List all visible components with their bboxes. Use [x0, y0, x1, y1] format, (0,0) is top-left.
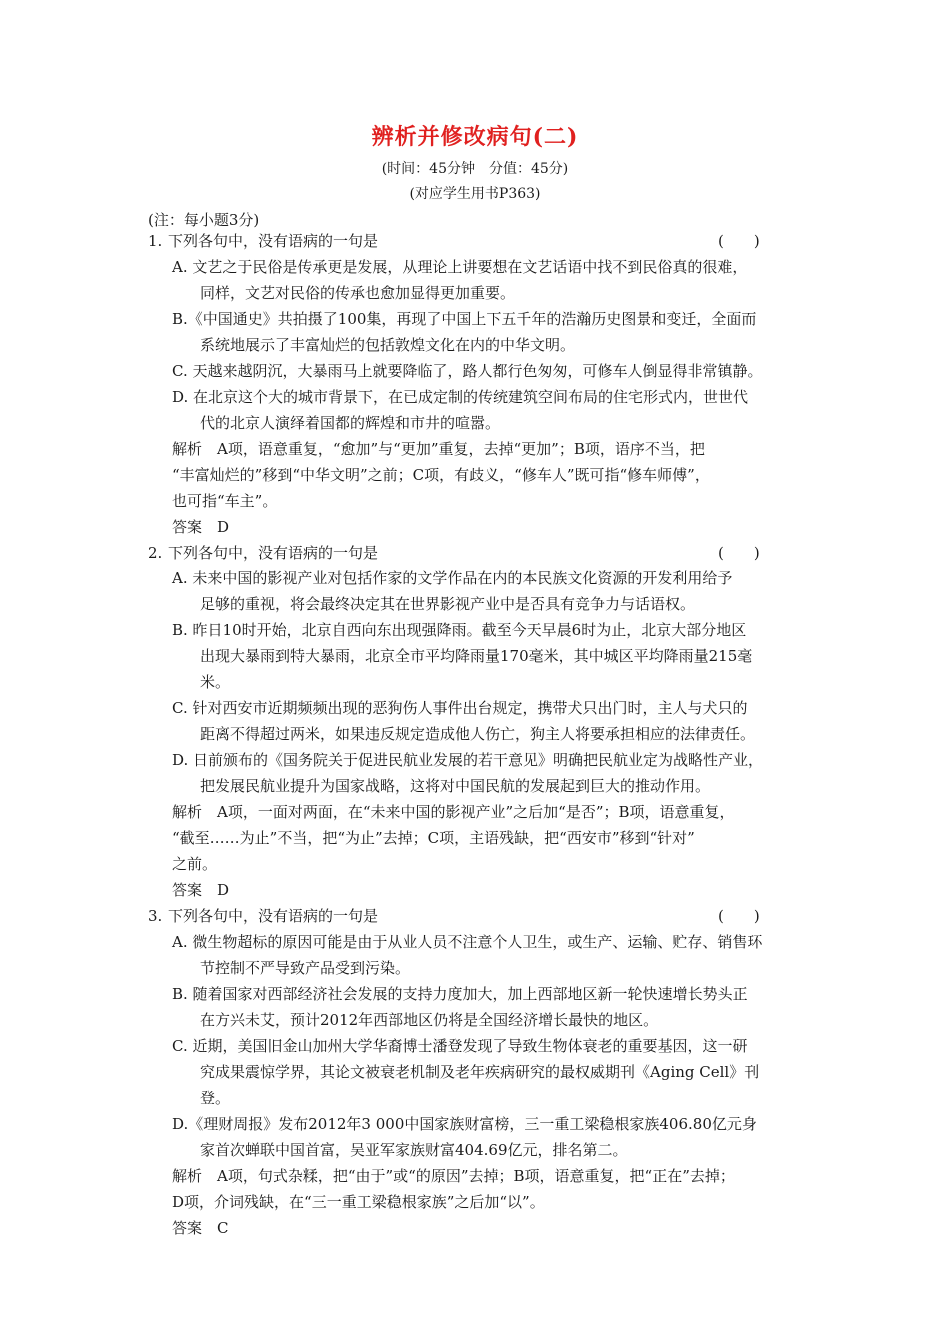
option-a-line2: 足够的重视，将会最终决定其在世界影视产业中是否具有竞争力与话语权。 [200, 595, 696, 613]
option-c-line2: 究成果震惊学界，其论文被衰老机制及老年疾病研究的最权威期刊《Aging Cell》刊 [200, 1063, 760, 1081]
option-d-line2: 代的北京人演绎着国都的辉煌和市井的喧嚣。 [200, 414, 501, 432]
option-b-line1: B.《中国通史》共拍摄了100集，再现了中国上下五千年的浩瀚历史图景和变迁，全面而 [172, 310, 757, 328]
option-c-line1: C. 天越来越阴沉，大暴雨马上就要降临了，路人都行色匆匆，可修车人倒显得非常镇静。 [172, 362, 763, 380]
option-b-line1: B. 昨日10时开始，北京自西向东出现强降雨。截至今天早晨6时为止，北京大部分地区 [172, 621, 747, 639]
option-a-line1: A. 文艺之于民俗是传承更是发展，从理论上讲要想在文艺话语中找不到民俗真的很难， [172, 258, 748, 276]
answer-line: 答案 D [172, 881, 230, 899]
question-number: 2. [148, 544, 163, 562]
question-stem: 下列各句中，没有语病的一句是 [168, 544, 379, 562]
answer-blank: ( ) [718, 544, 760, 562]
question-number: 3. [148, 907, 163, 925]
option-b-line2: 系统地展示了丰富灿烂的包括敦煌文化在内的中华文明。 [200, 336, 576, 354]
option-a-line2: 节控制不严导致产品受到污染。 [200, 959, 411, 977]
analysis-line2: “截至……为止”不当，把“为止”去掉；C项，主语残缺，把“西安市”移到“针对” [172, 829, 695, 847]
option-a-line2: 同样，文艺对民俗的传承也愈加显得更加重要。 [200, 284, 516, 302]
option-b-line2: 在方兴未艾，预计2012年西部地区仍将是全国经济增长最快的地区。 [200, 1011, 659, 1029]
answer-blank: ( ) [718, 907, 760, 925]
option-d-line2: 家首次蝉联中国首富，吴亚军家族财富404.69亿元，排名第二。 [200, 1141, 628, 1159]
option-c-line1: C. 近期，美国旧金山加州大学华裔博士潘登发现了导致生物体衰老的重要基因，这一研 [172, 1037, 748, 1055]
option-a-line1: A. 未来中国的影视产业对包括作家的文学作品在内的本民族文化资源的开发利用给予 [172, 569, 733, 587]
page-title: 辨析并修改病句(二) [371, 124, 579, 150]
option-b-line1: B. 随着国家对西部经济社会发展的支持力度加大，加上西部地区新一轮快速增长势头正 [172, 985, 748, 1003]
answer-blank: ( ) [718, 232, 760, 250]
answer-line: 答案 D [172, 518, 230, 536]
analysis-line1: 解析 A项，语意重复，“愈加”与“更加”重复，去掉“更加”；B项，语序不当，把 [172, 440, 705, 458]
option-d-line2: 把发展民航业提升为国家战略，这将对中国民航的发展起到巨大的推动作用。 [200, 777, 711, 795]
option-b-line3: 米。 [200, 673, 231, 691]
analysis-line1: 解析 A项，一面对两面，在“未来中国的影视产业”之后加“是否”；B项，语意重复， [172, 803, 735, 821]
analysis-line1: 解析 A项，句式杂糅，把“由于”或“的原因”去掉；B项，语意重复，把“正在”去掉； [172, 1167, 735, 1185]
analysis-line2: “丰富灿烂的”移到“中华文明”之前；C项，有歧义，“修车人”既可指“修车师傅”， [172, 466, 710, 484]
question-stem: 下列各句中，没有语病的一句是 [168, 907, 379, 925]
score-note: (注：每小题3分) [148, 211, 260, 229]
option-b-line2: 出现大暴雨到特大暴雨，北京全市平均降雨量170毫米，其中城区平均降雨量215毫 [200, 647, 753, 665]
time-score-line: (时间：45分钟 分值：45分) [381, 161, 569, 177]
option-d-line1: D. 日前颁布的《国务院关于促进民航业发展的若干意见》明确把民航业定为战略性产业， [172, 751, 764, 769]
option-c-line3: 登。 [200, 1089, 231, 1107]
analysis-line3: 之前。 [172, 855, 218, 873]
question-number: 1. [148, 232, 163, 250]
question-stem: 下列各句中，没有语病的一句是 [168, 232, 379, 250]
reference-line: (对应学生用书P363) [409, 186, 541, 202]
analysis-line3: 也可指“车主”。 [172, 492, 278, 510]
option-c-line2: 距离不得超过两米，如果违反规定造成他人伤亡，狗主人将要承担相应的法律责任。 [200, 725, 756, 743]
analysis-line2: D项，介词残缺，在“三一重工梁稳根家族”之后加“以”。 [172, 1193, 545, 1211]
option-d-line1: D.《理财周报》发布2012年3 000中国家族财富榜，三一重工梁稳根家族406.80亿元身 [172, 1115, 757, 1133]
option-d-line1: D. 在北京这个大的城市背景下，在已成定制的传统建筑空间布局的住宅形式内，世世代 [172, 388, 749, 406]
option-a-line1: A. 微生物超标的原因可能是由于从业人员不注意个人卫生，或生产、运输、贮存、销售环 [172, 933, 763, 951]
answer-line: 答案 C [172, 1219, 229, 1237]
option-c-line1: C. 针对西安市近期频频出现的恶狗伤人事件出台规定，携带犬只出门时，主人与犬只的 [172, 699, 748, 717]
